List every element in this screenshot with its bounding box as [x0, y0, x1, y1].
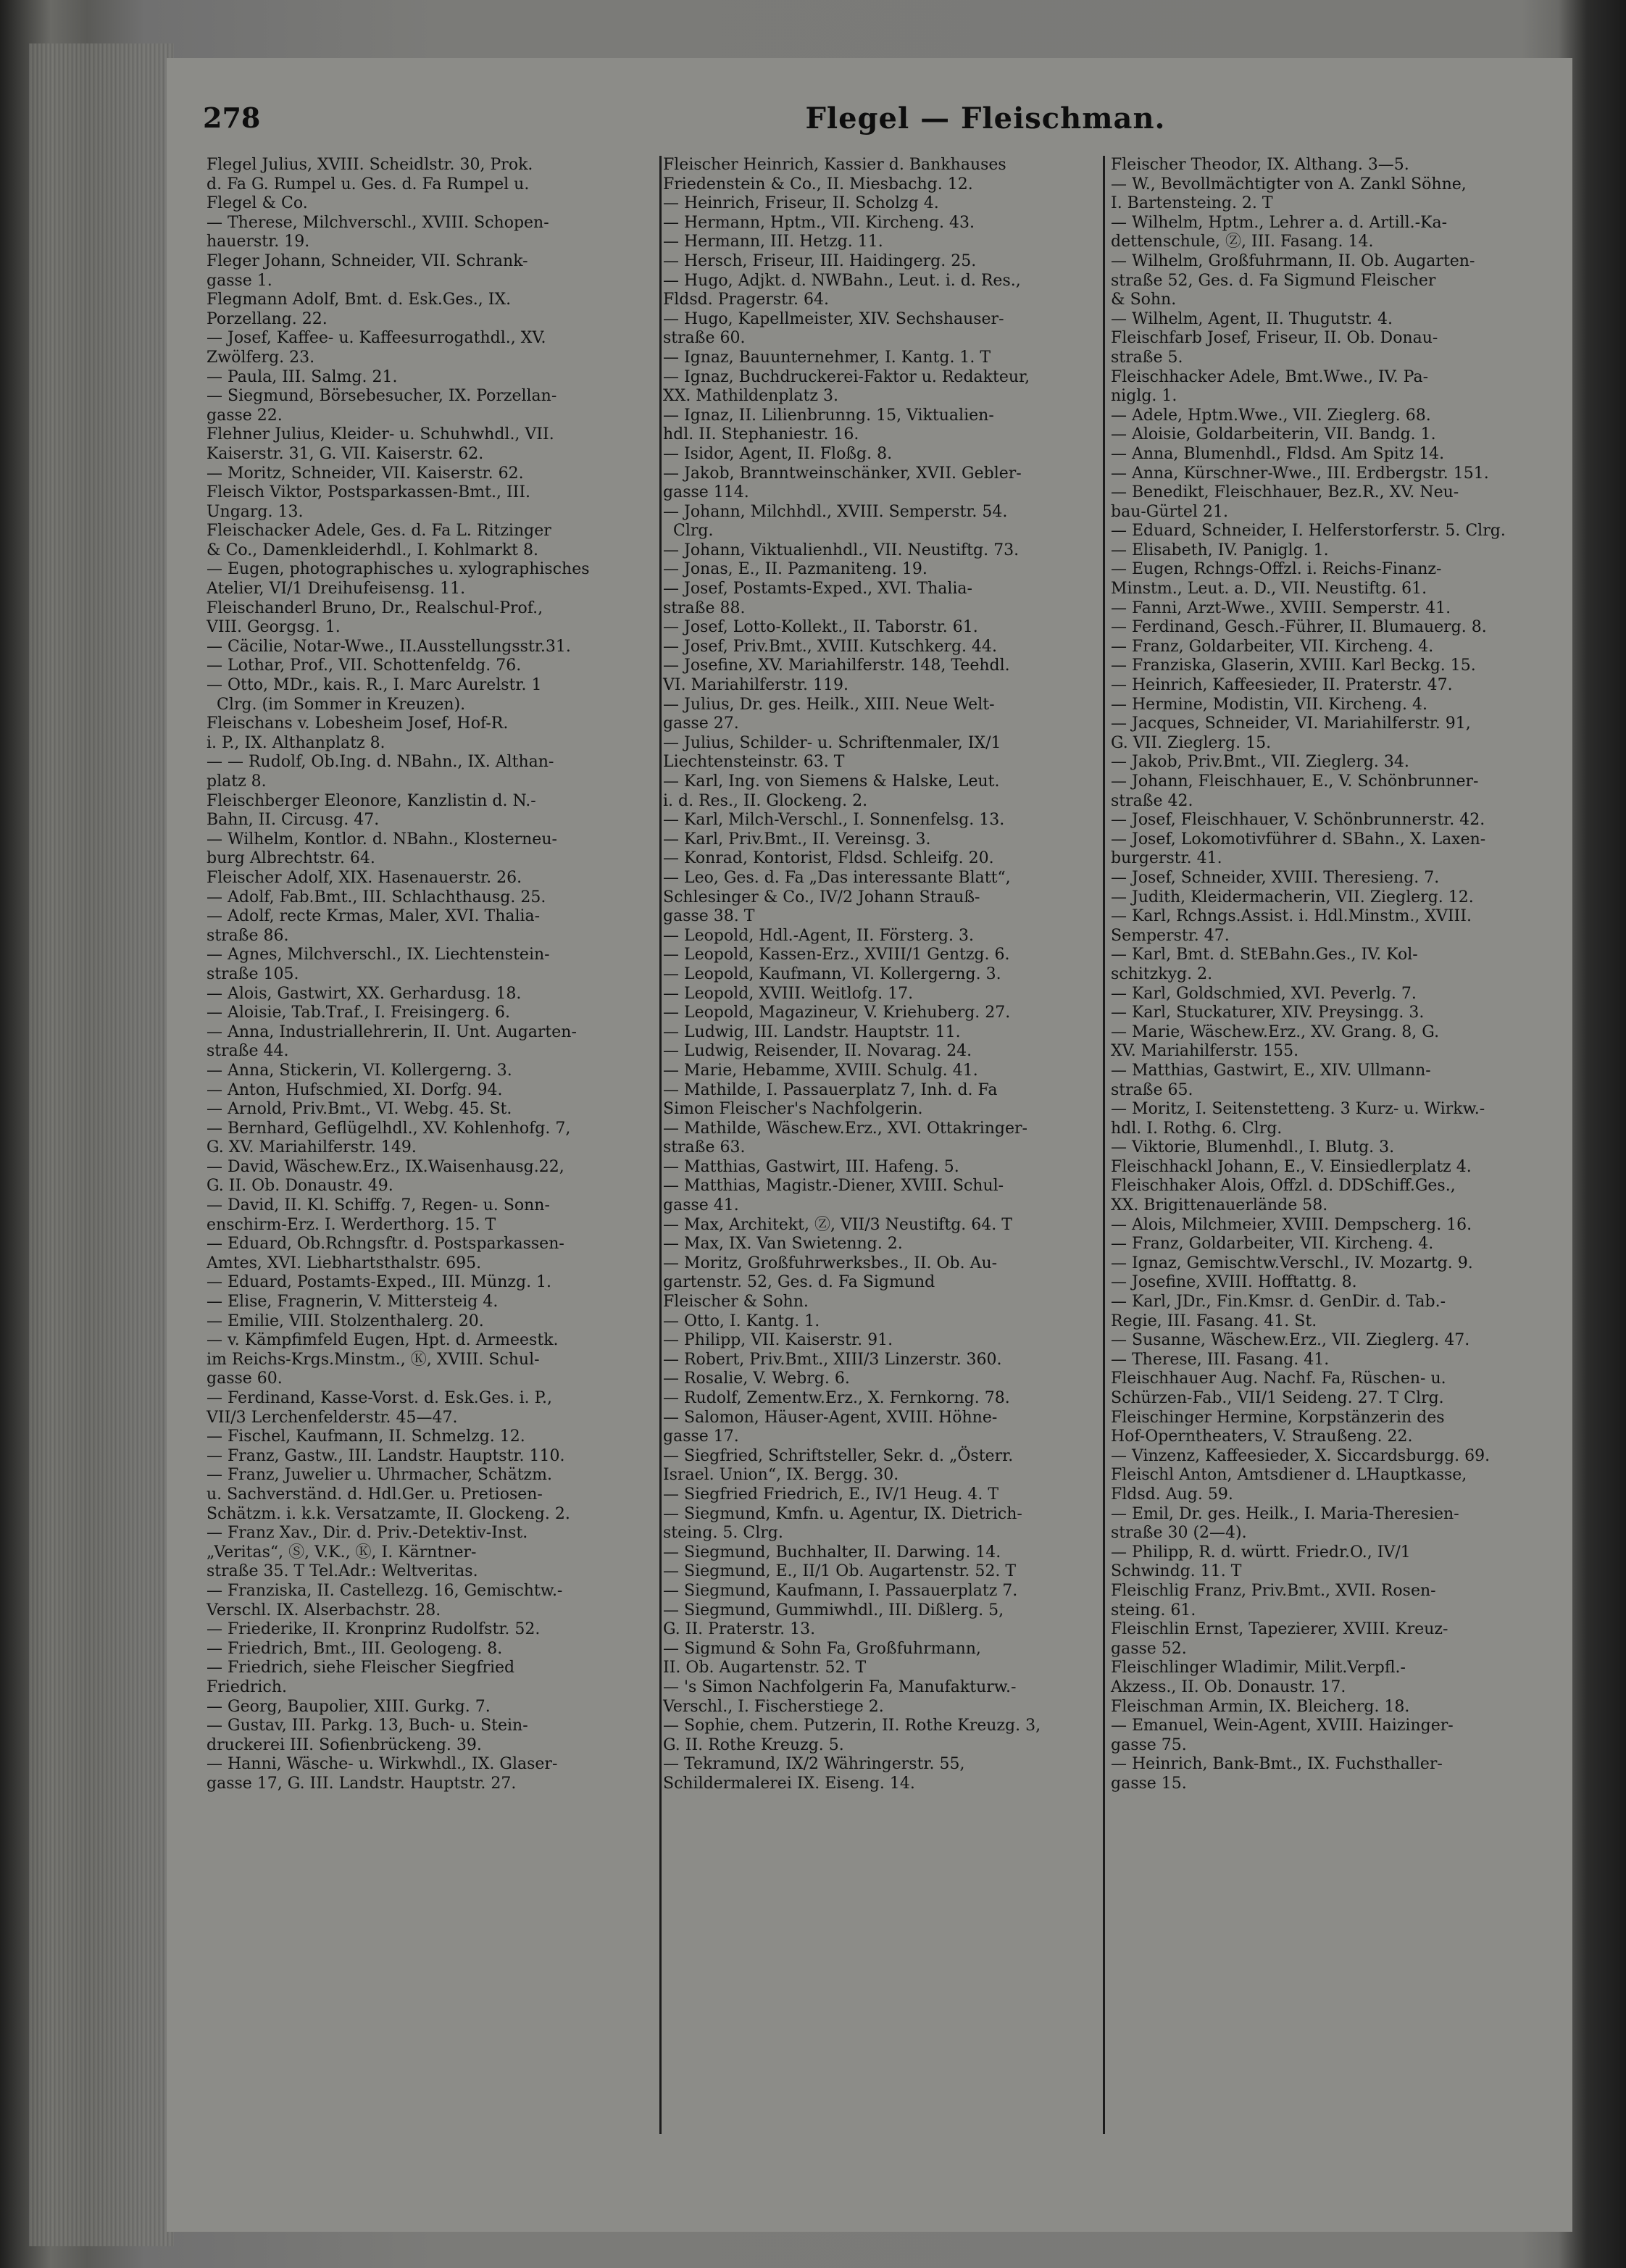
directory-entry-line: Fleischer Theodor, IX. Althang. 3—5.	[1111, 156, 1409, 174]
directory-entry-line: — Aloisie, Goldarbeiterin, VII. Bandg. 1.	[1111, 425, 1436, 444]
directory-entry-line: — Franziska, Glaserin, XVIII. Karl Beckg. 15.	[1111, 656, 1476, 675]
directory-entry-line: — Ignaz, Gemischtw.Verschl., IV. Mozartg. 9.	[1111, 1254, 1473, 1272]
directory-entry-line: Fleischfarb Josef, Friseur, II. Ob. Donau-	[1111, 329, 1438, 348]
directory-entry-line: straße 5.	[1111, 348, 1183, 367]
directory-entry-line: — Alois, Gastwirt, XX. Gerhardusg. 18.	[207, 984, 522, 1003]
directory-entry-line: — Heinrich, Friseur, II. Scholzg 4.	[663, 194, 939, 213]
directory-entry-line: Fleischer Adolf, XIX. Hasenauerstr. 26.	[207, 868, 522, 887]
directory-entry-line: — Max, Architekt, Ⓩ, VII/3 Neustiftg. 64. T	[663, 1215, 1012, 1234]
directory-entry-line: druckerei III. Sofienbrückeng. 39.	[207, 1735, 482, 1754]
directory-entry-line: Fleger Johann, Schneider, VII. Schrank-	[207, 251, 528, 270]
directory-entry-line: — Julius, Schilder- u. Schriftenmaler, IX/1	[663, 733, 1001, 752]
directory-entry-line: Porzellang. 22.	[207, 309, 328, 328]
directory-entry-line: — Judith, Kleidermacherin, VII. Zieglerg. 12.	[1111, 888, 1474, 906]
directory-entry-line: — Lothar, Prof., VII. Schottenfeldg. 76.	[207, 656, 522, 675]
directory-entry-line: — Fischel, Kaufmann, II. Schmelzg. 12.	[207, 1427, 525, 1446]
directory-entry-line: Hof-Operntheaters, V. Straußeng. 22.	[1111, 1427, 1413, 1446]
directory-entry-line: — 's Simon Nachfolgerin Fa, Manufakturw.-	[663, 1677, 1017, 1696]
directory-entry-line: Fleischer Heinrich, Kassier d. Bankhauses	[663, 156, 1006, 174]
directory-entry-line: — v. Kämpfimfeld Eugen, Hpt. d. Armeestk.	[207, 1331, 559, 1350]
directory-entry-line: — Therese, III. Fasang. 41.	[1111, 1350, 1330, 1369]
directory-entry-line: — Gustav, III. Parkg. 13, Buch- u. Stein-	[207, 1717, 528, 1735]
directory-entry-line: — Cäcilie, Notar-Wwe., II.Ausstellungsstr.31.	[207, 637, 571, 656]
directory-entry-line: — Leopold, Kassen-Erz., XVIII/1 Gentzg. 6.	[663, 946, 1010, 964]
directory-entry-line: — Karl, Goldschmied, XVI. Peverlg. 7.	[1111, 984, 1417, 1003]
directory-entry-line: straße 60.	[663, 329, 746, 348]
directory-entry-line: — Elise, Fragnerin, V. Mittersteig 4.	[207, 1293, 499, 1312]
directory-entry-line: straße 42.	[1111, 791, 1193, 810]
directory-entry-line: — Karl, Stuckaturer, XIV. Preysingg. 3.	[1111, 1004, 1425, 1022]
column-divider	[1103, 156, 1105, 2134]
directory-entry-line: Fleischinger Hermine, Korpstänzerin des	[1111, 1408, 1445, 1427]
directory-entry-line: u. Sachverständ. d. Hdl.Ger. u. Pretiosen-	[207, 1485, 543, 1504]
directory-entry-line: XV. Mariahilferstr. 155.	[1111, 1042, 1299, 1061]
directory-entry-line: — Emil, Dr. ges. Heilk., I. Maria-Theresien-	[1111, 1504, 1459, 1523]
directory-entry-line: G. II. Ob. Donaustr. 49.	[207, 1177, 393, 1196]
directory-entry-line: Flegel & Co.	[207, 194, 308, 213]
directory-entry-line: — Wilhelm, Kontlor. d. NBahn., Klosterneu-	[207, 830, 557, 849]
directory-entry-line: gasse 1.	[207, 271, 272, 290]
directory-entry-line: — Fanni, Arzt-Wwe., XVIII. Semperstr. 41.	[1111, 599, 1451, 617]
directory-entry-line: — Emanuel, Wein-Agent, XVIII. Haizinger-	[1111, 1717, 1454, 1735]
directory-entry-line: — Karl, Rchngs.Assist. i. Hdl.Minstm., XVIII.	[1111, 907, 1472, 926]
directory-entry-line: — Marie, Wäschew.Erz., XV. Grang. 8, G.	[1111, 1022, 1440, 1041]
directory-entry-line: — Philipp, VII. Kaiserstr. 91.	[663, 1331, 893, 1350]
directory-entry-line: burgerstr. 41.	[1111, 849, 1222, 868]
directory-entry-line: straße 35. T Tel.Adr.: Weltveritas.	[207, 1562, 478, 1581]
directory-entry-line: — Jonas, E., II. Pazmaniteng. 19.	[663, 560, 927, 579]
directory-entry-line: enschirm-Erz. I. Werderthorg. 15. T	[207, 1215, 496, 1234]
directory-entry-line: — Anton, Hufschmied, XI. Dorfg. 94.	[207, 1080, 503, 1099]
directory-entry-line: G. II. Praterstr. 13.	[663, 1620, 816, 1639]
directory-entry-line: — Karl, Ing. von Siemens & Halske, Leut.	[663, 772, 1000, 791]
directory-entry-line: — Rudolf, Zementw.Erz., X. Fernkorng. 78.	[663, 1389, 1010, 1407]
directory-entry-line: — Alois, Milchmeier, XVIII. Dempscherg. 16.	[1111, 1215, 1472, 1234]
directory-entry-line: — Josefine, XVIII. Hofftattg. 8.	[1111, 1273, 1357, 1292]
directory-entry-line: XX. Brigittenauerlände 58.	[1111, 1196, 1328, 1215]
directory-entry-line: — Siegmund, Börsebesucher, IX. Porzellan-	[207, 387, 557, 406]
directory-entry-line: — Salomon, Häuser-Agent, XVIII. Höhne-	[663, 1408, 998, 1427]
directory-entry-line: Fleischlinger Wladimir, Milit.Verpfl.-	[1111, 1659, 1406, 1677]
directory-entry-line: Clrg. (im Sommer in Kreuzen).	[207, 695, 466, 714]
page-header	[203, 101, 1565, 145]
directory-entry-line: — Eduard, Postamts-Exped., III. Münzg. 1.	[207, 1273, 552, 1292]
directory-entry-line: — Otto, MDr., kais. R., I. Marc Aurelstr. 1	[207, 676, 542, 695]
directory-entry-line: — Ferdinand, Gesch.-Führer, II. Blumauerg. 8.	[1111, 618, 1487, 637]
directory-entry-line: — Moritz, I. Seitenstetteng. 3 Kurz- u. Wirkw.-	[1111, 1100, 1485, 1119]
directory-entry-line: Bahn, II. Circusg. 47.	[207, 811, 380, 830]
directory-column-3	[1111, 156, 1560, 2185]
directory-entry-line: — Ignaz, II. Lilienbrunng. 15, Viktualien-	[663, 406, 994, 425]
directory-entry-line: — Friedrich, siehe Fleischer Siegfried	[207, 1659, 515, 1677]
directory-entry-line: — Hugo, Kapellmeister, XIV. Sechshauser-	[663, 309, 1004, 328]
book-page-edges	[29, 43, 174, 2246]
directory-entry-line: — Eugen, Rchngs-Offzl. i. Reichs-Finanz-	[1111, 560, 1442, 579]
directory-entry-line: Schürzen-Fab., VII/1 Seideng. 27. T Clrg.	[1111, 1389, 1444, 1407]
directory-entry-line: — Mathilde, I. Passauerplatz 7, Inh. d. Fa	[663, 1080, 998, 1099]
directory-entry-line: — Jakob, Priv.Bmt., VII. Zieglerg. 34.	[1111, 753, 1409, 772]
directory-entry-line: — Bernhard, Geflügelhdl., XV. Kohlenhofg. 7,	[207, 1119, 571, 1138]
directory-entry-line: — Georg, Baupolier, XIII. Gurkg. 7.	[207, 1697, 491, 1716]
directory-entry-line: im Reichs-Krgs.Minstm., Ⓚ, XVIII. Schul-	[207, 1350, 540, 1369]
directory-entry-line: straße 105.	[207, 964, 299, 983]
directory-entry-line: Fldsd. Aug. 59.	[1111, 1485, 1233, 1504]
directory-entry-line: Minstm., Leut. a. D., VII. Neustiftg. 61.	[1111, 580, 1427, 599]
directory-entry-line: hdl. I. Rothg. 6. Clrg.	[1111, 1119, 1283, 1138]
directory-entry-line: Friedenstein & Co., II. Miesbachg. 12.	[663, 175, 973, 193]
directory-entry-line: G. VII. Zieglerg. 15.	[1111, 733, 1272, 752]
directory-entry-line: — Wilhelm, Großfuhrmann, II. Ob. Augarten-	[1111, 251, 1475, 270]
directory-entry-line: — Karl, Milch-Verschl., I. Sonnenfelsg. 13.	[663, 811, 1005, 830]
directory-entry-line: — Max, IX. Van Swietenng. 2.	[663, 1235, 903, 1254]
directory-entry-line: burg Albrechtstr. 64.	[207, 849, 375, 868]
directory-entry-line: G. II. Rothe Kreuzg. 5.	[663, 1735, 844, 1754]
directory-entry-line: — Josef, Kaffee- u. Kaffeesurrogathdl., XV.	[207, 329, 546, 348]
directory-entry-line: — Siegmund, Kaufmann, I. Passauerplatz 7.	[663, 1581, 1018, 1600]
directory-entry-line: — Friederike, II. Kronprinz Rudolfstr. 52.	[207, 1620, 541, 1639]
directory-entry-line: — Hanni, Wäsche- u. Wirkwhdl., IX. Glaser-	[207, 1755, 558, 1774]
directory-entry-line: — Leo, Ges. d. Fa „Das interessante Blatt“,	[663, 868, 1011, 887]
directory-entry-line: — Sigmund & Sohn Fa, Großfuhrmann,	[663, 1639, 981, 1658]
directory-entry-line: — Adele, Hptm.Wwe., VII. Zieglerg. 68.	[1111, 406, 1431, 425]
directory-entry-line: Friedrich.	[207, 1677, 287, 1696]
directory-entry-line: — Hersch, Friseur, III. Haidingerg. 25.	[663, 251, 977, 270]
directory-entry-line: hauerstr. 19.	[207, 233, 310, 251]
directory-entry-line: — Hermine, Modistin, VII. Kircheng. 4.	[1111, 695, 1427, 714]
directory-entry-line: — Ludwig, Reisender, II. Novarag. 24.	[663, 1042, 972, 1061]
directory-entry-line: straße 88.	[663, 599, 746, 617]
page-title: Flegel — Fleischman.	[805, 101, 1166, 136]
directory-entry-line: & Sohn.	[1111, 291, 1177, 309]
directory-entry-line: — Jacques, Schneider, VI. Mariahilferstr. 91,	[1111, 714, 1471, 733]
directory-entry-line: Fleischl Anton, Amtsdiener d. LHauptkasse,	[1111, 1466, 1467, 1485]
directory-entry-line: — Emilie, VIII. Stolzenthalerg. 20.	[207, 1312, 484, 1330]
directory-entry-line: — Franz, Gastw., III. Landstr. Hauptstr. 110.	[207, 1446, 565, 1465]
directory-entry-line: — Marie, Hebamme, XVIII. Schulg. 41.	[663, 1061, 978, 1080]
directory-entry-line: — Franz Xav., Dir. d. Priv.-Detektiv-Inst.	[207, 1524, 528, 1543]
directory-entry-line: i. P., IX. Althanplatz 8.	[207, 733, 385, 752]
directory-entry-line: Fleischhauer Aug. Nachf. Fa, Rüschen- u.	[1111, 1369, 1446, 1388]
directory-entry-line: Clrg.	[663, 522, 714, 541]
directory-entry-line: straße 86.	[207, 926, 289, 945]
directory-entry-line: Fleischanderl Bruno, Dr., Realschul-Prof.,	[207, 599, 543, 617]
directory-entry-line: — Hermann, Hptm., VII. Kircheng. 43.	[663, 213, 975, 232]
directory-entry-line: — Anna, Stickerin, VI. Kollergerng. 3.	[207, 1061, 512, 1080]
directory-entry-line: — Hugo, Adjkt. d. NWBahn., Leut. i. d. Res.,	[663, 271, 1021, 290]
directory-entry-line: — Konrad, Kontorist, Fldsd. Schleifg. 20.	[663, 849, 994, 868]
directory-entry-line: Fleisch Viktor, Postsparkassen-Bmt., III.	[207, 483, 531, 502]
directory-entry-line: Semperstr. 47.	[1111, 926, 1230, 945]
directory-entry-line: — Sophie, chem. Putzerin, II. Rothe Kreuzg. 3,	[663, 1717, 1041, 1735]
directory-entry-line: — Karl, Bmt. d. StEBahn.Ges., IV. Kol-	[1111, 946, 1418, 964]
directory-entry-line: — Ferdinand, Kasse-Vorst. d. Esk.Ges. i. P.,	[207, 1389, 552, 1407]
directory-entry-line: d. Fa G. Rumpel u. Ges. d. Fa Rumpel u.	[207, 175, 530, 193]
directory-entry-line: — Eduard, Ob.Rchngsftr. d. Postsparkassen-	[207, 1235, 564, 1254]
directory-entry-line: straße 63.	[663, 1138, 746, 1157]
directory-entry-line: steing. 61.	[1111, 1601, 1196, 1619]
directory-entry-line: II. Ob. Augartenstr. 52. T	[663, 1659, 867, 1677]
directory-entry-line: — Robert, Priv.Bmt., XIII/3 Linzerstr. 360.	[663, 1350, 1002, 1369]
directory-entry-line: — Benedikt, Fleischhauer, Bez.R., XV. Neu-	[1111, 483, 1459, 502]
directory-entry-line: gasse 22.	[207, 406, 283, 425]
directory-entry-line: gasse 114.	[663, 483, 749, 502]
directory-entry-line: Ungarg. 13.	[207, 502, 304, 521]
directory-entry-line: Schätzm. i. k.k. Versatzamte, II. Glockeng. 2.	[207, 1504, 570, 1523]
directory-entry-line: gasse 60.	[207, 1369, 283, 1388]
directory-entry-line: — Siegmund, Buchhalter, II. Darwing. 14.	[663, 1543, 1001, 1562]
directory-entry-line: — Josef, Lotto-Kollekt., II. Taborstr. 61.	[663, 618, 978, 637]
directory-entry-line: Simon Fleischer's Nachfolgerin.	[663, 1100, 923, 1119]
directory-entry-line: — Anna, Kürschner-Wwe., III. Erdbergstr. 151.	[1111, 464, 1489, 483]
directory-entry-line: gasse 15.	[1111, 1774, 1187, 1793]
directory-entry-line: — Franz, Juwelier u. Uhrmacher, Schätzm.	[207, 1466, 552, 1485]
directory-entry-line: — Heinrich, Kaffeesieder, II. Praterstr. 47.	[1111, 676, 1453, 695]
directory-entry-line: — Ludwig, III. Landstr. Hauptstr. 11.	[663, 1022, 961, 1041]
directory-entry-line: — Leopold, Kaufmann, VI. Kollergerng. 3.	[663, 964, 1001, 983]
directory-entry-line: — David, II. Kl. Schiffg. 7, Regen- u. Sonn-	[207, 1196, 550, 1215]
directory-entry-line: — Moritz, Großfuhrwerksbes., II. Ob. Au-	[663, 1254, 998, 1272]
directory-entry-line: straße 65.	[1111, 1080, 1193, 1099]
directory-entry-line: Schildermalerei IX. Eiseng. 14.	[663, 1774, 915, 1793]
directory-entry-line: — Franz, Goldarbeiter, VII. Kircheng. 4.	[1111, 1235, 1434, 1254]
directory-entry-line: Fleischhacker Adele, Bmt.Wwe., IV. Pa-	[1111, 367, 1429, 386]
directory-entry-line: — Tekramund, IX/2 Währingerstr. 55,	[663, 1755, 965, 1774]
directory-entry-line: gasse 38. T	[663, 907, 755, 926]
directory-entry-line: — Matthias, Gastwirt, III. Hafeng. 5.	[663, 1157, 959, 1176]
directory-entry-line: Kaiserstr. 31, G. VII. Kaiserstr. 62.	[207, 444, 484, 463]
directory-entry-line: G. XV. Mariahilferstr. 149.	[207, 1138, 417, 1157]
directory-entry-line: I. Bartensteing. 2. T	[1111, 194, 1273, 213]
directory-entry-line: XX. Mathildenplatz 3.	[663, 387, 838, 406]
directory-entry-line: — Leopold, Magazineur, V. Kriehuberg. 27.	[663, 1004, 1011, 1022]
directory-entry-line: — Leopold, XVIII. Weitlofg. 17.	[663, 984, 914, 1003]
directory-entry-line: gasse 17, G. III. Landstr. Hauptstr. 27.	[207, 1774, 517, 1793]
directory-entry-line: VII/3 Lerchenfelderstr. 45—47.	[207, 1408, 458, 1427]
column-divider	[659, 156, 662, 2134]
directory-entry-line: — Heinrich, Bank-Bmt., IX. Fuchsthaller-	[1111, 1755, 1443, 1774]
directory-entry-line: — Leopold, Hdl.-Agent, II. Försterg. 3.	[663, 926, 974, 945]
directory-entry-line: Atelier, VI/1 Dreihufeisensg. 11.	[207, 580, 466, 599]
directory-entry-line: — Siegfried, Schriftsteller, Sekr. d. „Österr.	[663, 1446, 1014, 1465]
directory-entry-line: — Josef, Postamts-Exped., XVI. Thalia-	[663, 580, 972, 599]
directory-entry-line: — Hermann, III. Hetzg. 11.	[663, 233, 883, 251]
directory-entry-line: — Ignaz, Buchdruckerei-Faktor u. Redakteur,	[663, 367, 1030, 386]
directory-entry-line: — Jakob, Branntweinschänker, XVII. Gebler-	[663, 464, 1022, 483]
directory-entry-line: — Anna, Industriallehrerin, II. Unt. Augarten-	[207, 1022, 577, 1041]
directory-entry-line: steing. 5. Clrg.	[663, 1524, 783, 1543]
directory-entry-line: — Johann, Viktualienhdl., VII. Neustiftg. 73.	[663, 541, 1020, 559]
directory-entry-line: Verschl., I. Fischerstiege 2.	[663, 1697, 884, 1716]
directory-entry-line: platz 8.	[207, 772, 267, 791]
directory-entry-line: — Josef, Fleischhauer, V. Schönbrunnerstr. 42.	[1111, 811, 1485, 830]
directory-entry-line: Fldsd. Pragerstr. 64.	[663, 291, 830, 309]
directory-entry-line: Fleischman Armin, IX. Bleicherg. 18.	[1111, 1697, 1410, 1716]
directory-entry-line: straße 30 (2—4).	[1111, 1524, 1247, 1543]
directory-entry-line: VI. Mariahilferstr. 119.	[663, 676, 849, 695]
directory-entry-line: gasse 27.	[663, 714, 739, 733]
directory-entry-line: niglg. 1.	[1111, 387, 1177, 406]
directory-entry-line: — Therese, Milchverschl., XVIII. Schopen-	[207, 213, 549, 232]
directory-entry-line: bau-Gürtel 21.	[1111, 502, 1228, 521]
directory-entry-line: Fleischhaker Alois, Offzl. d. DDSchiff.Ges.,	[1111, 1177, 1456, 1196]
directory-entry-line: Fleischer & Sohn.	[663, 1293, 809, 1312]
directory-entry-line: — Matthias, Magistr.-Diener, XVIII. Schul-	[663, 1177, 1004, 1196]
directory-entry-line: — Julius, Dr. ges. Heilk., XIII. Neue Welt-	[663, 695, 995, 714]
directory-entry-line: straße 44.	[207, 1042, 289, 1061]
directory-entry-line: — Friedrich, Bmt., III. Geologeng. 8.	[207, 1639, 503, 1658]
directory-entry-line: — Adolf, Fab.Bmt., III. Schlachthausg. 25.	[207, 888, 546, 906]
directory-entry-line: Flegel Julius, XVIII. Scheidlstr. 30, Prok.	[207, 156, 533, 174]
directory-entry-line: — Karl, JDr., Fin.Kmsr. d. GenDir. d. Tab.-	[1111, 1293, 1446, 1312]
directory-entry-line: i. d. Res., II. Glockeng. 2.	[663, 791, 868, 810]
directory-entry-line: — Arnold, Priv.Bmt., VI. Webg. 45. St.	[207, 1100, 512, 1119]
directory-entry-line: Akzess., II. Ob. Donaustr. 17.	[1111, 1677, 1346, 1696]
directory-entry-line: gasse 75.	[1111, 1735, 1187, 1754]
directory-entry-line: Flegmann Adolf, Bmt. d. Esk.Ges., IX.	[207, 291, 512, 309]
directory-column-2	[663, 156, 1101, 2185]
directory-entry-line: Liechtensteinstr. 63. T	[663, 753, 845, 772]
directory-entry-line: — Aloisie, Tab.Traf., I. Freisingerg. 6.	[207, 1004, 511, 1022]
directory-entry-line: gasse 17.	[663, 1427, 739, 1446]
directory-column-1	[207, 156, 656, 2185]
directory-entry-line: — Paula, III. Salmg. 21.	[207, 367, 398, 386]
directory-entry-line: Flehner Julius, Kleider- u. Schuhwhdl., VII.	[207, 425, 554, 444]
directory-entry-line: — — Rudolf, Ob.Ing. d. NBahn., IX. Althan-	[207, 753, 554, 772]
directory-entry-line: Fleischans v. Lobesheim Josef, Hof-R.	[207, 714, 509, 733]
directory-entry-line: Schlesinger & Co., IV/2 Johann Strauß-	[663, 888, 980, 906]
directory-entry-line: — Anna, Blumenhdl., Fldsd. Am Spitz 14.	[1111, 444, 1445, 463]
directory-entry-line: Verschl. IX. Alserbachstr. 28.	[207, 1601, 441, 1619]
directory-entry-line: — David, Wäschew.Erz., IX.Waisenhausg.22,	[207, 1157, 564, 1176]
directory-entry-line: — Siegmund, Kmfn. u. Agentur, IX. Dietrich-	[663, 1504, 1022, 1523]
directory-entry-line: Fleischlig Franz, Priv.Bmt., XVII. Rosen-	[1111, 1581, 1436, 1600]
directory-entry-line: — Johann, Milchhdl., XVIII. Semperstr. 54.	[663, 502, 1008, 521]
directory-entry-line: — Josef, Lokomotivführer d. SBahn., X. Laxen-	[1111, 830, 1486, 849]
directory-entry-line: — Johann, Fleischhauer, E., V. Schönbrunner-	[1111, 772, 1479, 791]
directory-entry-line: straße 52, Ges. d. Fa Sigmund Fleischer	[1111, 271, 1436, 290]
directory-entry-line: — Matthias, Gastwirt, E., XIV. Ullmann-	[1111, 1061, 1431, 1080]
directory-entry-line: — Isidor, Agent, II. Floßg. 8.	[663, 444, 893, 463]
directory-entry-line: — W., Bevollmächtigter von A. Zankl Söhne,	[1111, 175, 1467, 193]
directory-entry-line: Fleischlin Ernst, Tapezierer, XVIII. Kreuz-	[1111, 1620, 1448, 1639]
directory-entry-line: „Veritas“, Ⓢ, V.K., Ⓚ, I. Kärntner-	[207, 1543, 477, 1562]
directory-entry-line: gasse 52.	[1111, 1639, 1187, 1658]
directory-entry-line: — Otto, I. Kantg. 1.	[663, 1312, 820, 1330]
directory-entry-line: — Rosalie, V. Webrg. 6.	[663, 1369, 850, 1388]
directory-entry-line: — Viktorie, Blumenhdl., I. Blutg. 3.	[1111, 1138, 1395, 1157]
directory-entry-line: — Josef, Schneider, XVIII. Theresieng. 7.	[1111, 868, 1440, 887]
directory-entry-line: — Elisabeth, IV. Paniglg. 1.	[1111, 541, 1329, 559]
directory-entry-line: Fleischhackl Johann, E., V. Einsiedlerplatz 4.	[1111, 1157, 1472, 1176]
page-number: 278	[203, 101, 261, 134]
directory-entry-line: — Eugen, photographisches u. xylographisches	[207, 560, 590, 579]
directory-entry-line: — Ignaz, Bauunternehmer, I. Kantg. 1. T	[663, 348, 991, 367]
directory-entry-line: — Vinzenz, Kaffeesieder, X. Siccardsburgg. 69.	[1111, 1446, 1490, 1465]
directory-entry-line: — Moritz, Schneider, VII. Kaiserstr. 62.	[207, 464, 524, 483]
directory-entry-line: Amtes, XVI. Liebhartsthalstr. 695.	[207, 1254, 482, 1272]
directory-entry-line: VIII. Georgsg. 1.	[207, 618, 341, 637]
directory-entry-line: — Wilhelm, Agent, II. Thugutstr. 4.	[1111, 309, 1393, 328]
directory-entry-line: Israel. Union“, IX. Bergg. 30.	[663, 1466, 899, 1485]
directory-entry-line: & Co., Damenkleiderhdl., I. Kohlmarkt 8.	[207, 541, 538, 559]
directory-entry-line: — Susanne, Wäschew.Erz., VII. Zieglerg. 47.	[1111, 1331, 1470, 1350]
directory-entry-line: — Eduard, Schneider, I. Helferstorferstr. 5. Clrg.	[1111, 522, 1506, 541]
directory-entry-line: Schwindg. 11. T	[1111, 1562, 1242, 1581]
directory-entry-line: — Wilhelm, Hptm., Lehrer a. d. Artill.-Ka-	[1111, 213, 1448, 232]
directory-entry-line: — Siegfried Friedrich, E., IV/1 Heug. 4. T	[663, 1485, 999, 1504]
directory-entry-line: — Adolf, recte Krmas, Maler, XVI. Thalia-	[207, 907, 541, 926]
directory-entry-line: Fleischberger Eleonore, Kanzlistin d. N.-	[207, 791, 536, 810]
directory-entry-line: — Agnes, Milchverschl., IX. Liechtenstein-	[207, 946, 550, 964]
directory-entry-line: gasse 41.	[663, 1196, 739, 1215]
directory-entry-line: — Siegmund, E., II/1 Ob. Augartenstr. 52. T	[663, 1562, 1017, 1581]
directory-entry-line: — Mathilde, Wäschew.Erz., XVI. Ottakringer-	[663, 1119, 1027, 1138]
directory-entry-line: — Josefine, XV. Mariahilferstr. 148, Teehdl.	[663, 656, 1010, 675]
directory-entry-line: — Siegmund, Gummiwhdl., III. Dißlerg. 5,	[663, 1601, 1004, 1619]
directory-entry-line: dettenschule, Ⓩ, III. Fasang. 14.	[1111, 233, 1374, 251]
directory-entry-line: Fleischacker Adele, Ges. d. Fa L. Ritzinger	[207, 522, 551, 541]
directory-entry-line: — Josef, Priv.Bmt., XVIII. Kutschkerg. 44.	[663, 637, 998, 656]
directory-entry-line: Zwölferg. 23.	[207, 348, 315, 367]
directory-entry-line: — Franziska, II. Castellezg. 16, Gemischtw.-	[207, 1581, 563, 1600]
directory-entry-line: schitzkyg. 2.	[1111, 964, 1213, 983]
directory-entry-line: gartenstr. 52, Ges. d. Fa Sigmund	[663, 1273, 935, 1292]
directory-entry-line: — Karl, Priv.Bmt., II. Vereinsg. 3.	[663, 830, 931, 849]
directory-entry-line: — Franz, Goldarbeiter, VII. Kircheng. 4.	[1111, 637, 1434, 656]
directory-entry-line: Regie, III. Fasang. 41. St.	[1111, 1312, 1317, 1330]
directory-entry-line: — Philipp, R. d. württ. Friedr.O., IV/1	[1111, 1543, 1411, 1562]
directory-entry-line: hdl. II. Stephaniestr. 16.	[663, 425, 859, 444]
